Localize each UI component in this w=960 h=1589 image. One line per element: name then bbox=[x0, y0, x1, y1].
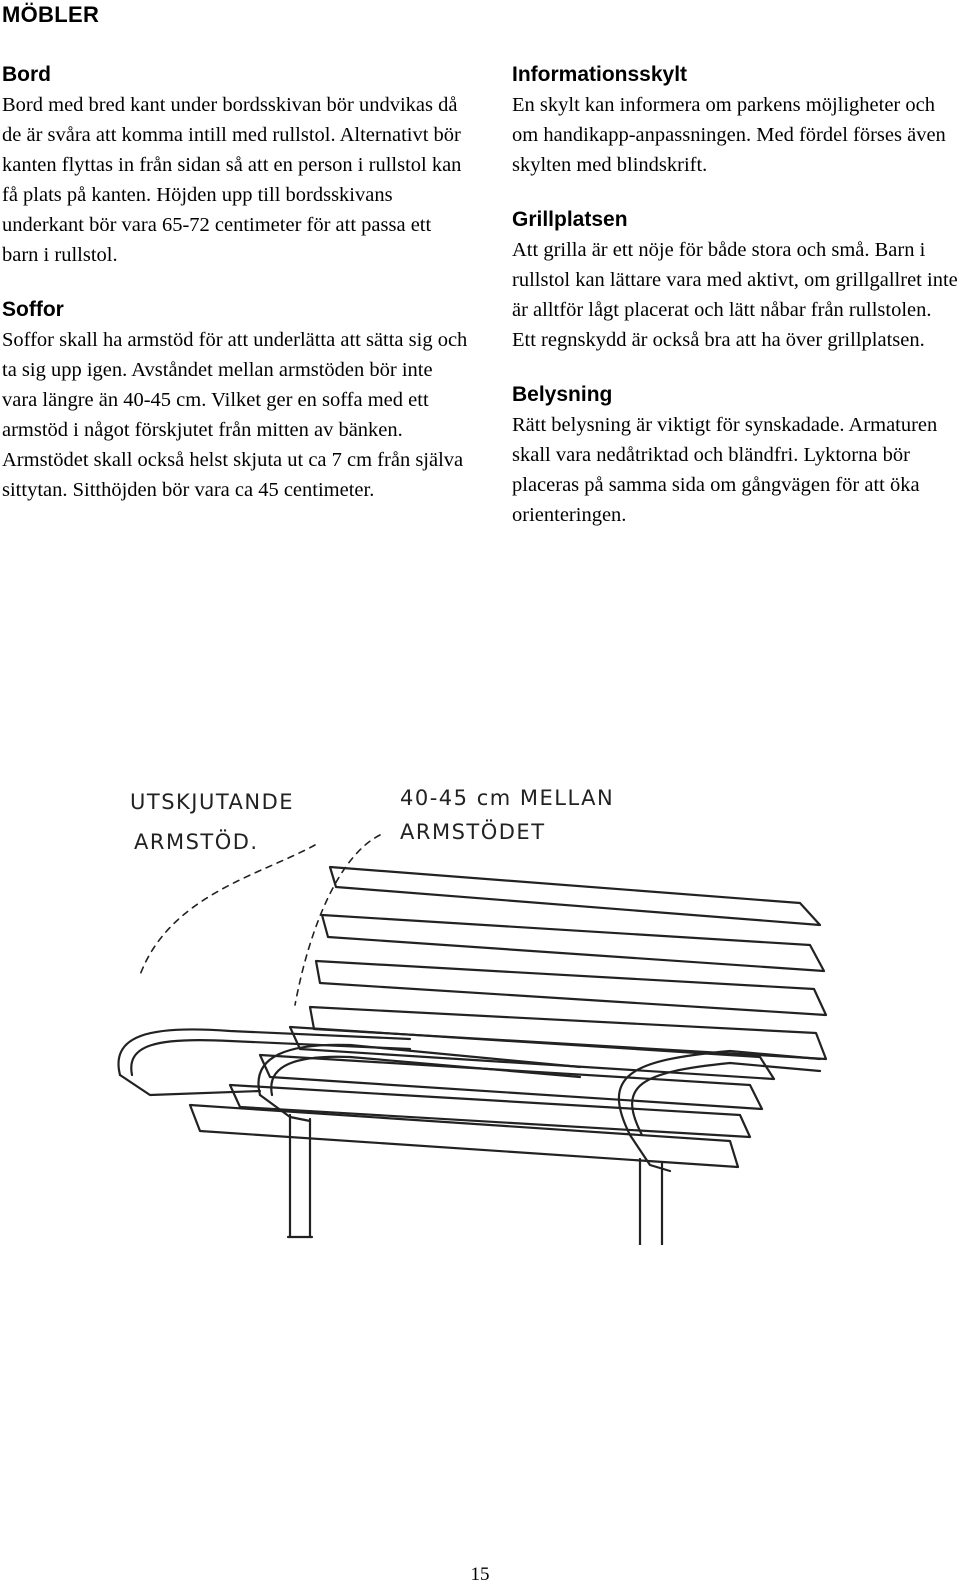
section-body: En skylt kan informera om parkens möjligheter och om handikapp-anpassningen. Med fördel förses även skylten med blindskrift. bbox=[512, 94, 946, 176]
section-informationsskylt bbox=[512, 60, 958, 180]
section-heading: Soffor bbox=[2, 298, 64, 321]
section-soffor bbox=[2, 295, 472, 505]
section-body: Rätt belysning är viktigt för synskadade. Armaturen skall vara nedåtriktad och bländfri. Lyktorna bör placeras på samma sida om gångvägen för att öka orienteringen. bbox=[512, 414, 938, 526]
section-body: Soffor skall ha armstöd för att underlätta att sätta sig och ta sig upp igen. Avståndet mellan armstöden bör inte vara längre än 40-45 cm. Vilket ger en soffa med ett armstöd i något förskjutet från mitten av bänken. Armstödet skall också helst skjuta ut ca 7 cm från själva sittytan. Sitthöjden bör vara ca 45 centimeter. bbox=[2, 329, 468, 501]
section-heading: Informationsskylt bbox=[512, 63, 688, 86]
section-grillplatsen bbox=[512, 205, 958, 355]
section-belysning bbox=[512, 380, 958, 530]
label-armrest: ARMSTÖD. bbox=[134, 830, 259, 854]
section-body: Att grilla är ett nöje för både stora och små. Barn i rullstol kan lättare vara med aktivt, om grillgallret inte är alltför lågt placerat och lätt nåbar från rullstolen. Ett regnskydd är också bra att ha över grillplatsen. bbox=[512, 239, 958, 351]
section-body: Bord med bred kant under bordsskivan bör undvikas då de är svåra att komma intill med rullstol. Alternativt bör kanten flyttas in från sidan så att en person i rullstol kan få plats på kanten. Höjden upp till bordsskivans underkant bör vara 65-72 centimeter för att passa ett barn i rullstol. bbox=[2, 94, 462, 266]
page-number: 15 bbox=[470, 1564, 490, 1585]
bench-drawing bbox=[118, 835, 826, 1245]
right-column bbox=[512, 60, 958, 555]
left-column bbox=[2, 60, 472, 530]
section-bord bbox=[2, 60, 472, 270]
section-heading: Bord bbox=[2, 63, 51, 86]
label-distance: 40-45 cm MELLAN bbox=[400, 786, 615, 810]
section-heading: Belysning bbox=[512, 383, 613, 406]
bench-illustration bbox=[110, 775, 870, 1245]
label-protruding-armrest: UTSKJUTANDE bbox=[130, 790, 295, 814]
bench-sketch bbox=[110, 775, 870, 1245]
page-title: MÖBLER bbox=[2, 2, 100, 27]
section-heading: Grillplatsen bbox=[512, 208, 628, 231]
label-between-armrests: ARMSTÖDET bbox=[400, 820, 546, 844]
